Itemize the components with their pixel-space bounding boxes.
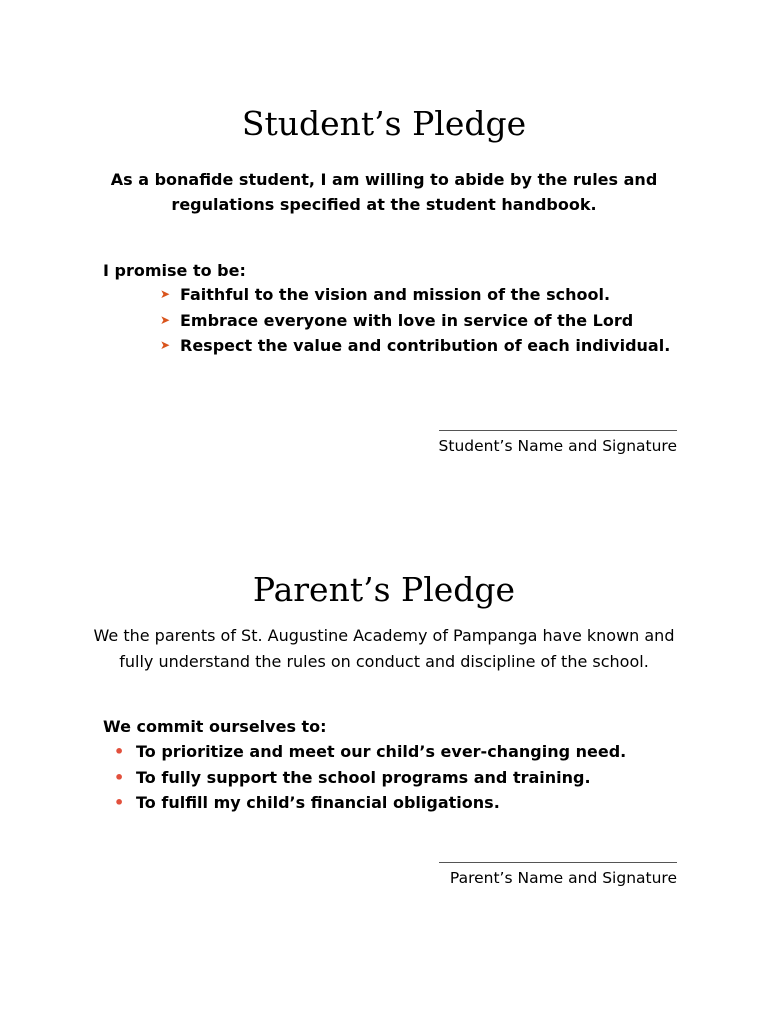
list-item [114,739,626,765]
arrow-bullet-icon: ➤ [160,287,171,301]
list-item-text: To fully support the school programs and training. [136,767,591,787]
parent-pledge-intro-line-2: fully understand the rules on conduct and discipline of the school. [119,652,649,671]
arrow-bullet-icon: ➤ [160,338,171,352]
arrow-bullet-icon: ➤ [160,312,171,327]
list-item-text: Respect the value and contribution of each individual. [180,336,671,355]
dot-bullet-icon: • [114,793,125,812]
dot-bullet-icon: • [114,767,125,787]
list-item [114,790,626,816]
parent-pledge-list [114,739,626,816]
student-pledge-intro-line-1: As a bonafide student, I am willing to abide by the rules and [110,170,658,189]
student-signature-label: Student’s Name and Signature [438,437,677,455]
student-pledge-list [160,282,670,359]
list-item-text: Embrace everyone with love in service of the Lord [180,310,634,330]
parent-signature-line [439,862,677,863]
parent-pledge-intro-line-1: We the parents of St. Augustine Academy of Pampanga have known and [93,626,675,645]
list-item [160,308,670,334]
list-item-text: To fulfill my child’s financial obligations. [136,793,500,812]
list-item [160,282,670,308]
parent-signature-label: Parent’s Name and Signature [449,869,677,887]
student-pledge-title: Student’s Pledge [241,104,527,143]
parent-pledge-title: Parent’s Pledge [252,570,516,609]
list-item-text: To prioritize and meet our child’s ever-changing need. [136,742,627,761]
student-pledge-intro-line-2: regulations specified at the student handbook. [171,195,597,214]
parent-pledge-lead: We commit ourselves to: [103,717,327,736]
list-item [114,765,626,791]
student-signature-line [439,430,677,431]
dot-bullet-icon: • [114,742,125,761]
list-item [160,333,670,359]
list-item-text: Faithful to the vision and mission of the school. [180,285,611,304]
student-pledge-lead: I promise to be: [103,261,246,280]
